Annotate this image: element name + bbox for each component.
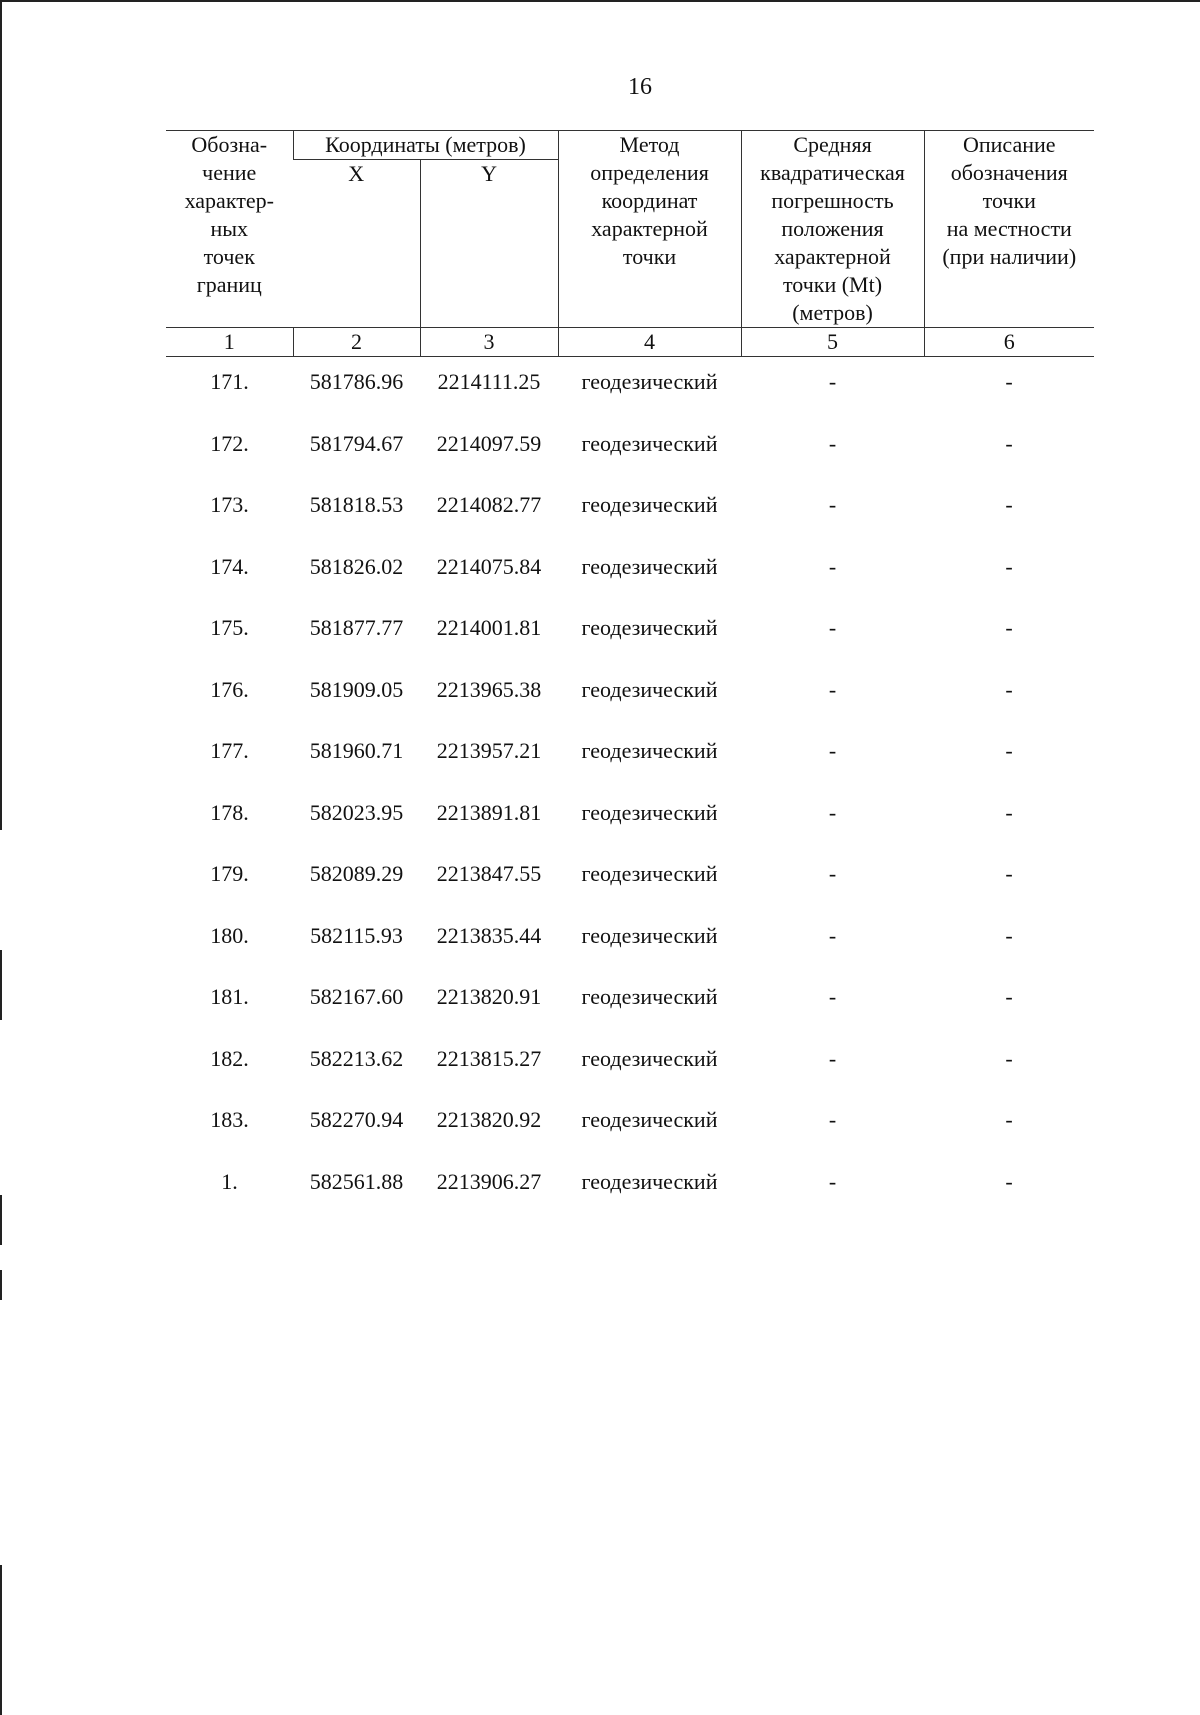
header-y: Y: [420, 160, 558, 328]
method-cell: геодезический: [581, 861, 718, 886]
x-coordinate-cell: 581909.05: [309, 676, 404, 702]
y-coordinate-cell: 2213835.44: [436, 922, 542, 948]
method-cell: геодезический: [581, 615, 718, 640]
point-id-cell: 174.: [210, 553, 249, 579]
description-cell: -: [1005, 738, 1013, 763]
header-coordinates-group: Координаты (метров): [293, 131, 558, 160]
x-coordinate-cell: 581877.77: [309, 615, 404, 640]
x-coordinate-cell: 581826.02: [309, 553, 404, 579]
description-cell: -: [1005, 430, 1013, 456]
y-coordinate-cell: 2213815.27: [436, 1045, 542, 1071]
error-cell: -: [828, 922, 837, 948]
column-number: 2: [293, 328, 420, 357]
header-point-designation: Обозна- чение характер- ных точек границ: [166, 131, 293, 328]
description-cell: -: [1005, 492, 1013, 517]
y-coordinate-cell: 2213965.38: [436, 676, 542, 702]
table-row: [166, 918, 1094, 980]
scan-left-edge-mark: [0, 950, 2, 1020]
table-row: [166, 979, 1094, 1041]
scan-left-edge-mark: [0, 0, 2, 830]
y-coordinate-cell: 2214111.25: [437, 369, 541, 394]
method-cell: геодезический: [581, 738, 718, 763]
method-cell: геодезический: [581, 553, 718, 579]
method-cell: геодезический: [581, 984, 718, 1009]
y-coordinate-cell: 2214097.59: [436, 430, 542, 456]
y-coordinate-cell: 2213820.91: [436, 984, 542, 1009]
x-coordinate-cell: 581960.71: [309, 738, 404, 763]
header-mean-error: Средняя квадратическая погрешность положения характерной точки (Mt) (метров): [741, 131, 924, 328]
x-coordinate-cell: 582561.88: [309, 1168, 404, 1194]
description-cell: -: [1005, 984, 1013, 1009]
y-coordinate-cell: 2214082.77: [436, 492, 542, 517]
x-coordinate-cell: 582115.93: [310, 922, 403, 948]
y-coordinate-cell: 2213906.27: [436, 1168, 542, 1194]
table-row: [166, 1102, 1094, 1164]
error-cell: -: [828, 615, 837, 640]
x-coordinate-cell: 582089.29: [309, 861, 404, 886]
x-coordinate-cell: 582023.95: [309, 799, 404, 825]
y-coordinate-cell: 2213820.92: [436, 1107, 542, 1132]
x-coordinate-cell: 581786.96: [309, 369, 404, 394]
error-cell: -: [828, 553, 837, 579]
point-id-cell: 1.: [221, 1168, 238, 1194]
method-cell: геодезический: [581, 676, 718, 702]
error-cell: -: [828, 1168, 837, 1194]
coordinates-table: [166, 364, 1094, 1225]
x-coordinate-cell: 581794.67: [309, 430, 404, 456]
error-cell: -: [828, 369, 837, 394]
scan-left-edge-mark: [0, 1195, 2, 1245]
table-row: [166, 426, 1094, 488]
description-cell: -: [1005, 922, 1013, 948]
column-number: 3: [420, 328, 558, 357]
description-cell: -: [1005, 553, 1013, 579]
description-cell: -: [1005, 1168, 1013, 1194]
point-id-cell: 179.: [210, 861, 249, 886]
table-row: [166, 1164, 1094, 1226]
description-cell: -: [1005, 676, 1013, 702]
error-cell: -: [828, 861, 837, 886]
method-cell: геодезический: [581, 1168, 718, 1194]
table-row: [166, 487, 1094, 549]
point-id-cell: 177.: [210, 738, 249, 763]
description-cell: -: [1005, 369, 1013, 394]
y-coordinate-cell: 2213957.21: [436, 738, 542, 763]
table-row: [166, 364, 1094, 426]
column-number: 1: [166, 328, 293, 357]
method-cell: геодезический: [581, 1045, 718, 1071]
scan-left-edge-mark: [0, 1270, 2, 1300]
error-cell: -: [828, 984, 837, 1009]
table-row: [166, 672, 1094, 734]
scan-left-edge-mark: [0, 1565, 2, 1715]
point-id-cell: 176.: [210, 676, 249, 702]
y-coordinate-cell: 2213891.81: [436, 799, 542, 825]
column-number: 5: [741, 328, 924, 357]
table-row: [166, 795, 1094, 857]
table-header: [166, 130, 1094, 357]
method-cell: геодезический: [581, 799, 718, 825]
point-id-cell: 180.: [210, 922, 249, 948]
header-method: Метод определения координат характерной точки: [558, 131, 741, 328]
x-coordinate-cell: 582213.62: [309, 1045, 404, 1071]
table-row: [166, 610, 1094, 672]
point-id-cell: 181.: [210, 984, 249, 1009]
page-number: 16: [628, 74, 652, 100]
table-row: [166, 856, 1094, 918]
error-cell: -: [828, 492, 837, 517]
point-id-cell: 173.: [210, 492, 249, 517]
header-x: X: [293, 160, 420, 328]
error-cell: -: [828, 430, 837, 456]
table-row: [166, 549, 1094, 611]
description-cell: -: [1005, 861, 1013, 886]
y-coordinate-cell: 2214075.84: [436, 553, 542, 579]
description-cell: -: [1005, 799, 1013, 825]
y-coordinate-cell: 2214001.81: [436, 615, 542, 640]
point-id-cell: 182.: [210, 1045, 249, 1071]
column-number: 6: [924, 328, 1094, 357]
table-row: [166, 733, 1094, 795]
method-cell: геодезический: [581, 1107, 718, 1132]
error-cell: -: [828, 738, 837, 763]
point-id-cell: 171.: [210, 369, 249, 394]
table-row: [166, 1041, 1094, 1103]
method-cell: геодезический: [581, 430, 718, 456]
method-cell: геодезический: [581, 922, 718, 948]
x-coordinate-cell: 582270.94: [309, 1107, 404, 1132]
point-id-cell: 183.: [210, 1107, 249, 1132]
error-cell: -: [828, 1045, 837, 1071]
error-cell: -: [828, 676, 837, 702]
description-cell: -: [1005, 1045, 1013, 1071]
column-number: 4: [558, 328, 741, 357]
scan-top-border: [0, 0, 1200, 2]
point-id-cell: 172.: [210, 430, 249, 456]
description-cell: -: [1005, 1107, 1013, 1132]
point-id-cell: 175.: [210, 615, 249, 640]
y-coordinate-cell: 2213847.55: [436, 861, 542, 886]
method-cell: геодезический: [581, 369, 718, 394]
description-cell: -: [1005, 615, 1013, 640]
error-cell: -: [828, 1107, 837, 1132]
method-cell: геодезический: [581, 492, 718, 517]
error-cell: -: [828, 799, 837, 825]
x-coordinate-cell: 582167.60: [309, 984, 404, 1009]
x-coordinate-cell: 581818.53: [309, 492, 404, 517]
header-description: Описание обозначения точки на местности (при наличии): [924, 131, 1094, 328]
point-id-cell: 178.: [210, 799, 249, 825]
